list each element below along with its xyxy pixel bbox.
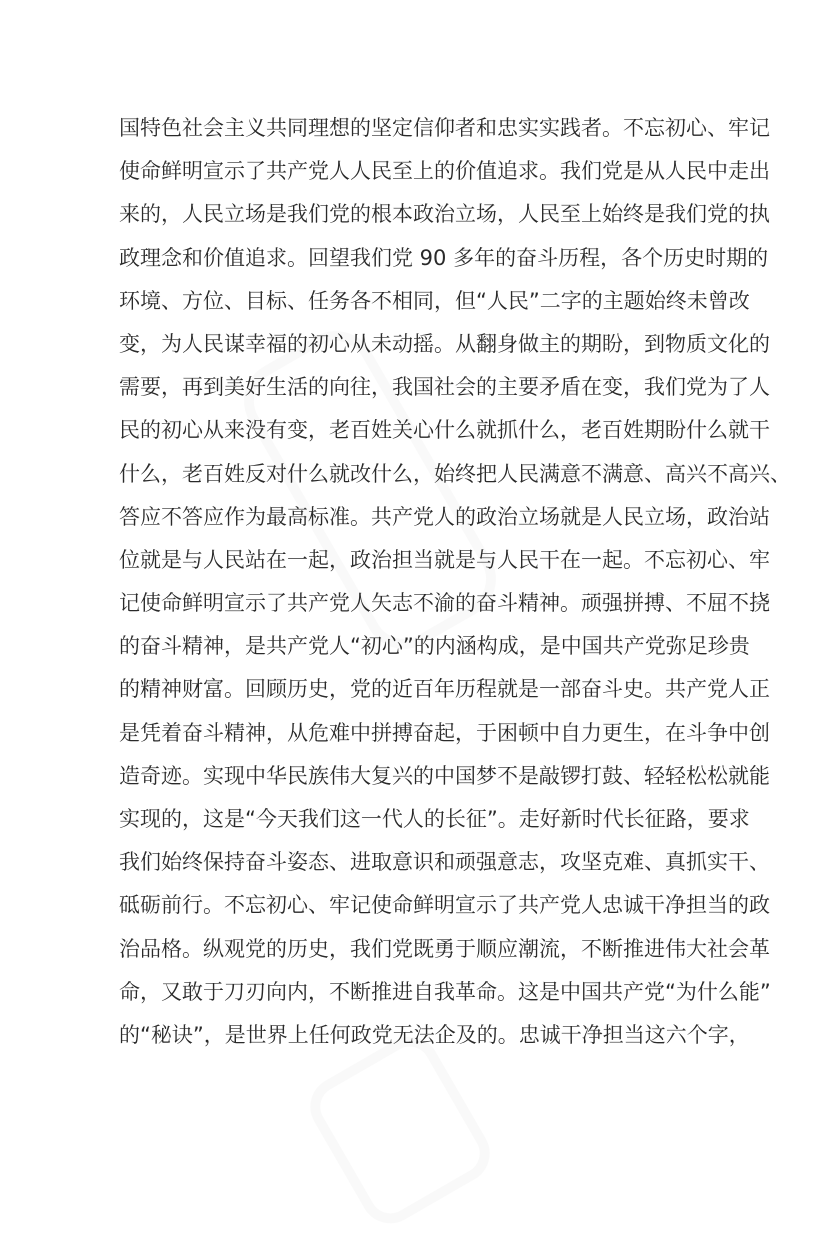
text-line: 记使命鲜明宣示了共产党人矢志不渝的奋斗精神。顽强拼搏、不屈不挠 bbox=[119, 591, 770, 616]
text-line: 的精神财富。回顾历史，党的近百年历程就是一部奋斗史。共产党人正 bbox=[119, 677, 770, 702]
text-line: 的“秘诀”，是世界上任何政党无法企及的。忠诚干净担当这六个字， bbox=[119, 1022, 750, 1047]
text-line: 造奇迹。实现中华民族伟大复兴的中国梦不是敲锣打鼓、轻轻松松就能 bbox=[119, 763, 770, 788]
text-line: 变，为人民谋幸福的初心从未动摇。从翻身做主的期盼，到物质文化的 bbox=[119, 331, 770, 356]
text-line: 的奋斗精神，是共产党人“初心”的内涵构成，是中国共产党弥足珍贵 bbox=[119, 634, 750, 659]
text-line: 什么，老百姓反对什么就改什么，始终把人民满意不满意、高兴不高兴、 bbox=[119, 461, 791, 486]
text-line: 位就是与人民站在一起，政治担当就是与人民干在一起。不忘初心、牢 bbox=[119, 547, 770, 572]
text-line: 砥砺前行。不忘初心、牢记使命鲜明宣示了共产党人忠诚干净担当的政 bbox=[119, 893, 770, 918]
text-line: 环境、方位、目标、任务各不相同，但“人民”二字的主题始终未曾改 bbox=[119, 288, 750, 313]
text-line: 来的，人民立场是我们党的根本政治立场，人民至上始终是我们党的执 bbox=[119, 202, 770, 227]
text-line: 是凭着奋斗精神，从危难中拼搏奋起，于困顿中自力更生，在斗争中创 bbox=[119, 720, 770, 745]
text-line: 答应不答应作为最高标准。共产党人的政治立场就是人民立场，政治站 bbox=[119, 504, 770, 529]
text-line: 治品格。纵观党的历史，我们党既勇于顺应潮流，不断推进伟大社会革 bbox=[119, 936, 770, 961]
text-line: 政理念和价值追求。回望我们党 90 多年的奋斗历程，各个历史时期的 bbox=[119, 245, 769, 270]
text-line: 我们始终保持奋斗姿态、进取意识和顽强意志，攻坚克难、真抓实干、 bbox=[119, 850, 770, 875]
text-line: 需要，再到美好生活的向往，我国社会的主要矛盾在变，我们党为了人 bbox=[119, 375, 770, 400]
body-text bbox=[119, 112, 791, 1062]
text-line: 命，又敢于刀刃向内，不断推进自我革命。这是中国共产党“为什么能” bbox=[119, 979, 771, 1004]
text-line: 使命鲜明宣示了共产党人人民至上的价值追求。我们党是从人民中走出 bbox=[119, 159, 770, 184]
text-line: 国特色社会主义共同理想的坚定信仰者和忠实实践者。不忘初心、牢记 bbox=[119, 116, 770, 140]
text-line: 实现的，这是“今天我们这一代人的长征”。走好新时代长征路，要求 bbox=[119, 807, 750, 831]
text-line: 民的初心从来没有变，老百姓关心什么就抓什么，老百姓期盼什么就干 bbox=[119, 418, 770, 443]
